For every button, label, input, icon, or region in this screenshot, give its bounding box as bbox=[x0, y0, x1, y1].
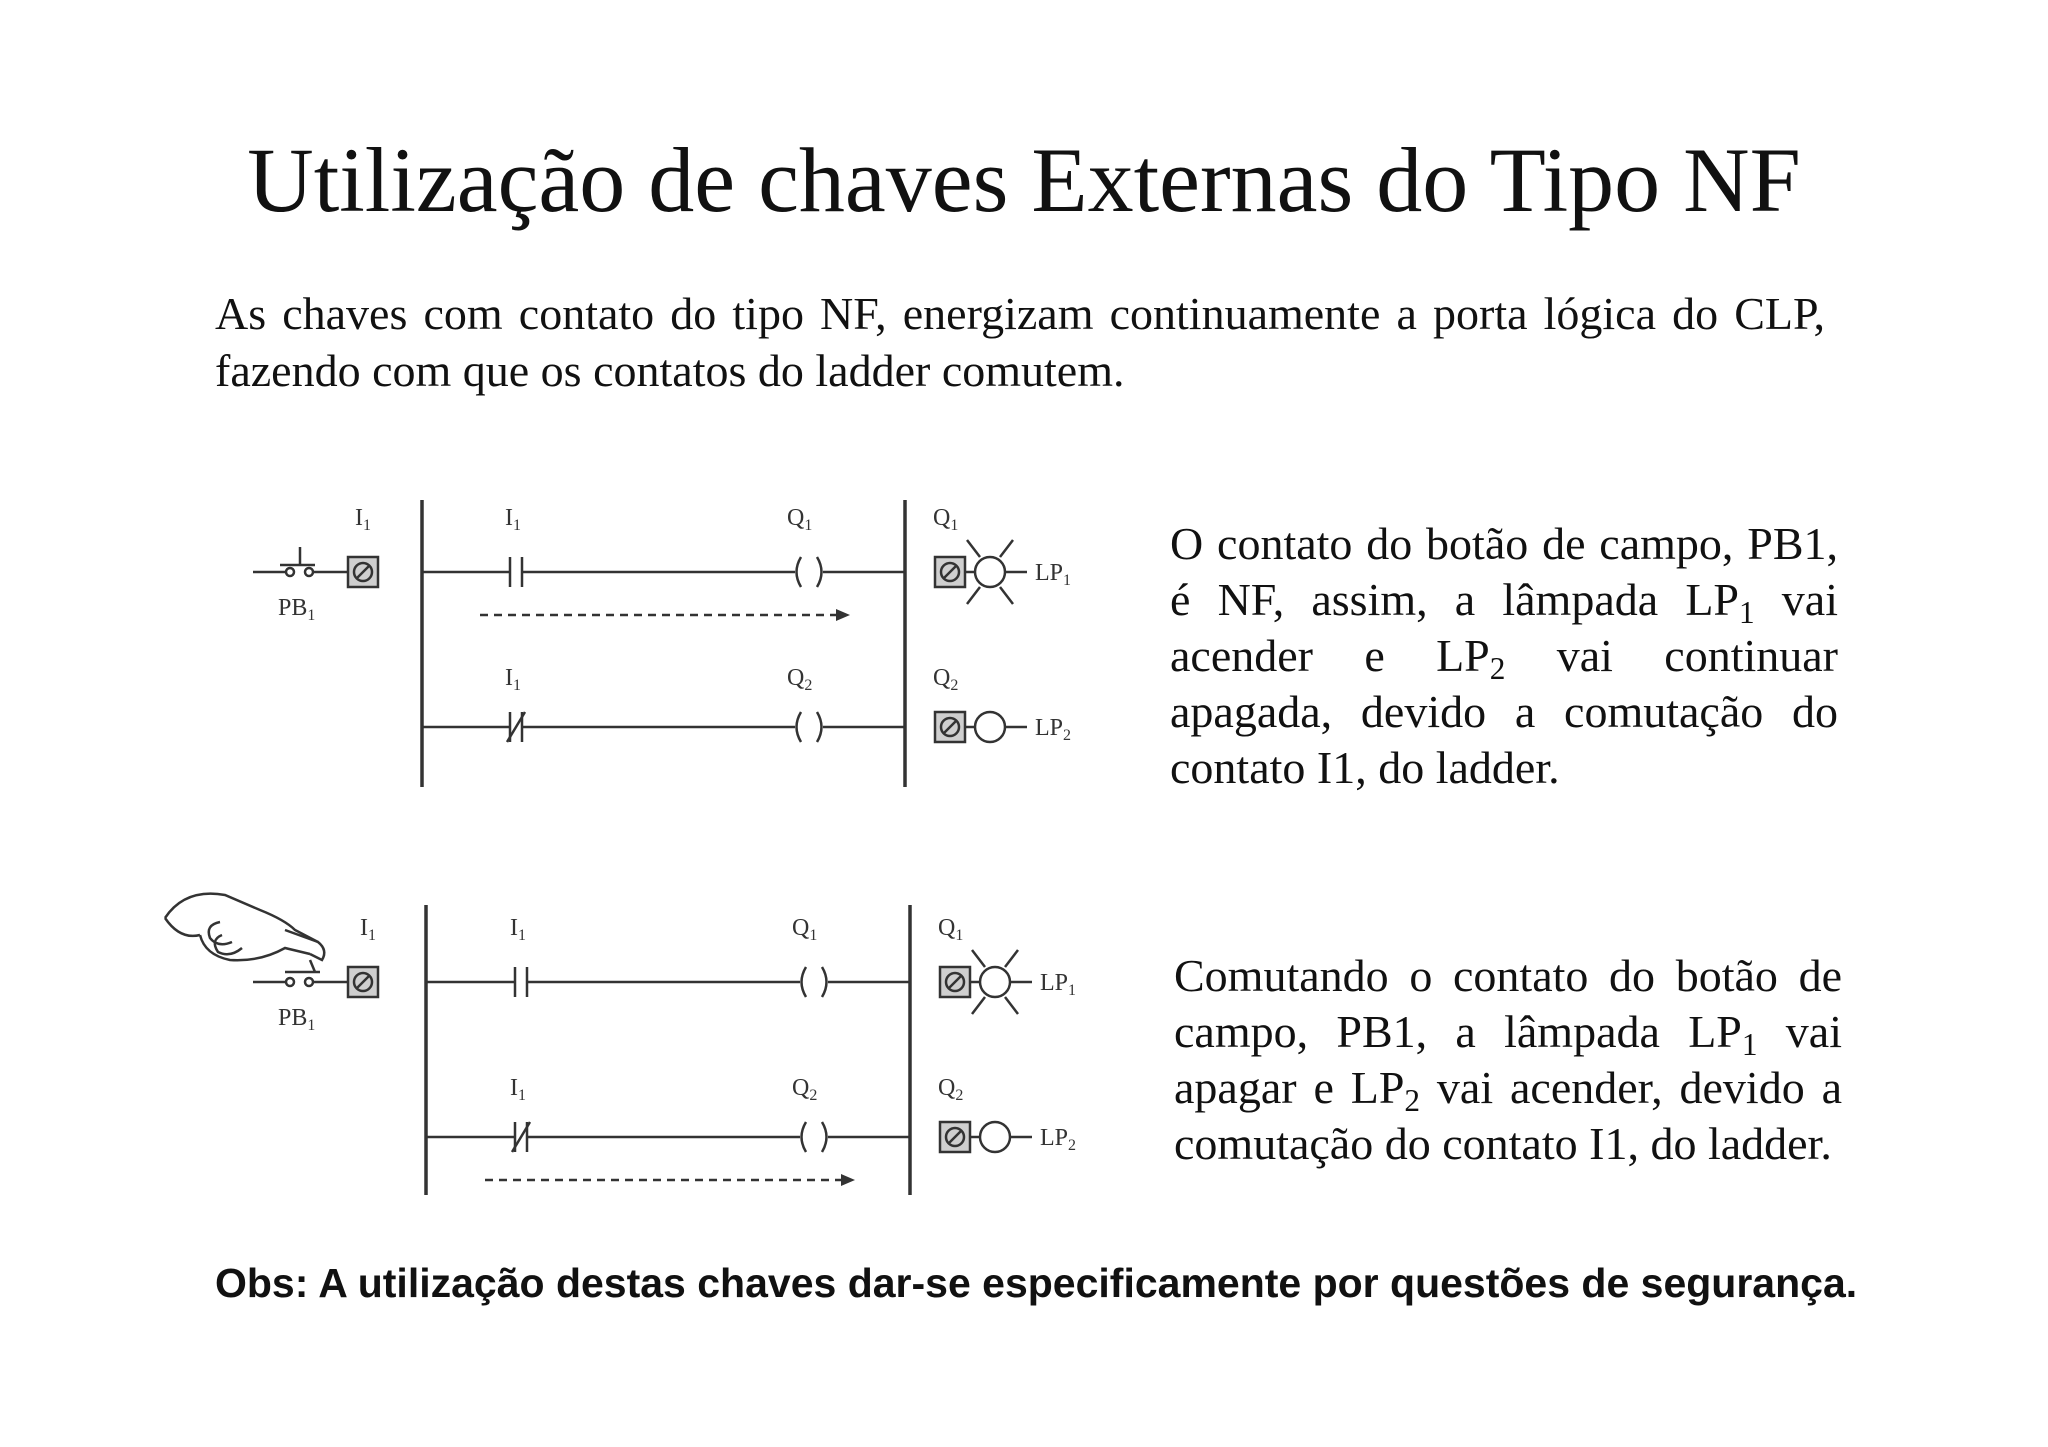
label-q2-coil: $Q_2$ bbox=[787, 665, 813, 694]
label-i1-rung2: $I_1$ bbox=[510, 1075, 526, 1104]
label-i1-rung1: $I_1$ bbox=[505, 505, 521, 534]
finger-pressing-icon bbox=[165, 894, 324, 972]
diagram-1-description: O contato do botão de campo, PB1, é NF, assim, a lâmpada $LP_1$ vai acender e $LP_2$ vai continuar apagada, devido a comutação do contato I1, do ladder. bbox=[1170, 518, 1838, 793]
lamp-lp2-icon bbox=[980, 1122, 1032, 1152]
rung-1-no-contact bbox=[426, 967, 910, 997]
label-q1-coil: $Q_1$ bbox=[787, 505, 813, 534]
label-lp2: $LP_2$ bbox=[1040, 1125, 1077, 1154]
page-title: Utilização de chaves Externas do Tipo NF bbox=[247, 129, 1801, 231]
input-terminal-icon bbox=[348, 967, 378, 997]
ladder-diagram-2 bbox=[160, 880, 1130, 1210]
label-q2-terminal: $Q_2$ bbox=[938, 1075, 964, 1104]
output-terminal-q2-icon bbox=[940, 1122, 980, 1152]
label-q1-terminal: $Q_1$ bbox=[933, 505, 959, 534]
intro-paragraph: As chaves com contato do tipo NF, energizam continuamente a porta lógica do CLP, fazendo com que os contatos do ladder comutem. bbox=[215, 288, 1825, 396]
lamp-lp2-off-icon bbox=[975, 712, 1027, 742]
label-lp2: $LP_2$ bbox=[1035, 715, 1072, 744]
lamp-lp1-lit-icon bbox=[967, 540, 1027, 604]
label-q2-terminal: $Q_2$ bbox=[933, 665, 959, 694]
rung-2-nc-contact bbox=[426, 1122, 910, 1152]
label-i1-rung2: $I_1$ bbox=[505, 665, 521, 694]
label-i1-terminal: $I_1$ bbox=[360, 915, 376, 944]
diagram-2-description: Comutando o contato do botão de campo, PB1, a lâmpada $LP_1$ vai apagar e $LP_2$ vai acender, devido a comutação do contato I1, do ladder. bbox=[1174, 950, 1843, 1169]
label-pb1: $PB_1$ bbox=[278, 595, 316, 624]
label-i1-terminal: $I_1$ bbox=[355, 505, 371, 534]
ladder-diagram-1 bbox=[245, 495, 1125, 795]
pushbutton-pb1-icon bbox=[253, 972, 348, 986]
label-lp1: $LP_1$ bbox=[1035, 560, 1072, 589]
lamp-lp1-icon bbox=[972, 950, 1032, 1014]
rung-1-no-contact bbox=[422, 557, 905, 587]
output-terminal-q2-icon bbox=[935, 712, 975, 742]
label-q2-coil: $Q_2$ bbox=[792, 1075, 818, 1104]
observation-note: Obs: A utilização destas chaves dar-se especificamente por questões de segurança. bbox=[215, 1260, 1858, 1306]
label-i1-rung1: $I_1$ bbox=[510, 915, 526, 944]
output-terminal-q1-icon bbox=[935, 557, 975, 587]
input-terminal-icon bbox=[348, 557, 378, 587]
output-terminal-q1-icon bbox=[940, 967, 980, 997]
label-pb1: $PB_1$ bbox=[278, 1005, 316, 1034]
label-q1-coil: $Q_1$ bbox=[792, 915, 818, 944]
rung-2-nc-contact bbox=[422, 712, 905, 742]
label-q1-terminal: $Q_1$ bbox=[938, 915, 964, 944]
label-lp1: $LP_1$ bbox=[1040, 970, 1077, 999]
pushbutton-pb1-icon bbox=[253, 547, 348, 576]
